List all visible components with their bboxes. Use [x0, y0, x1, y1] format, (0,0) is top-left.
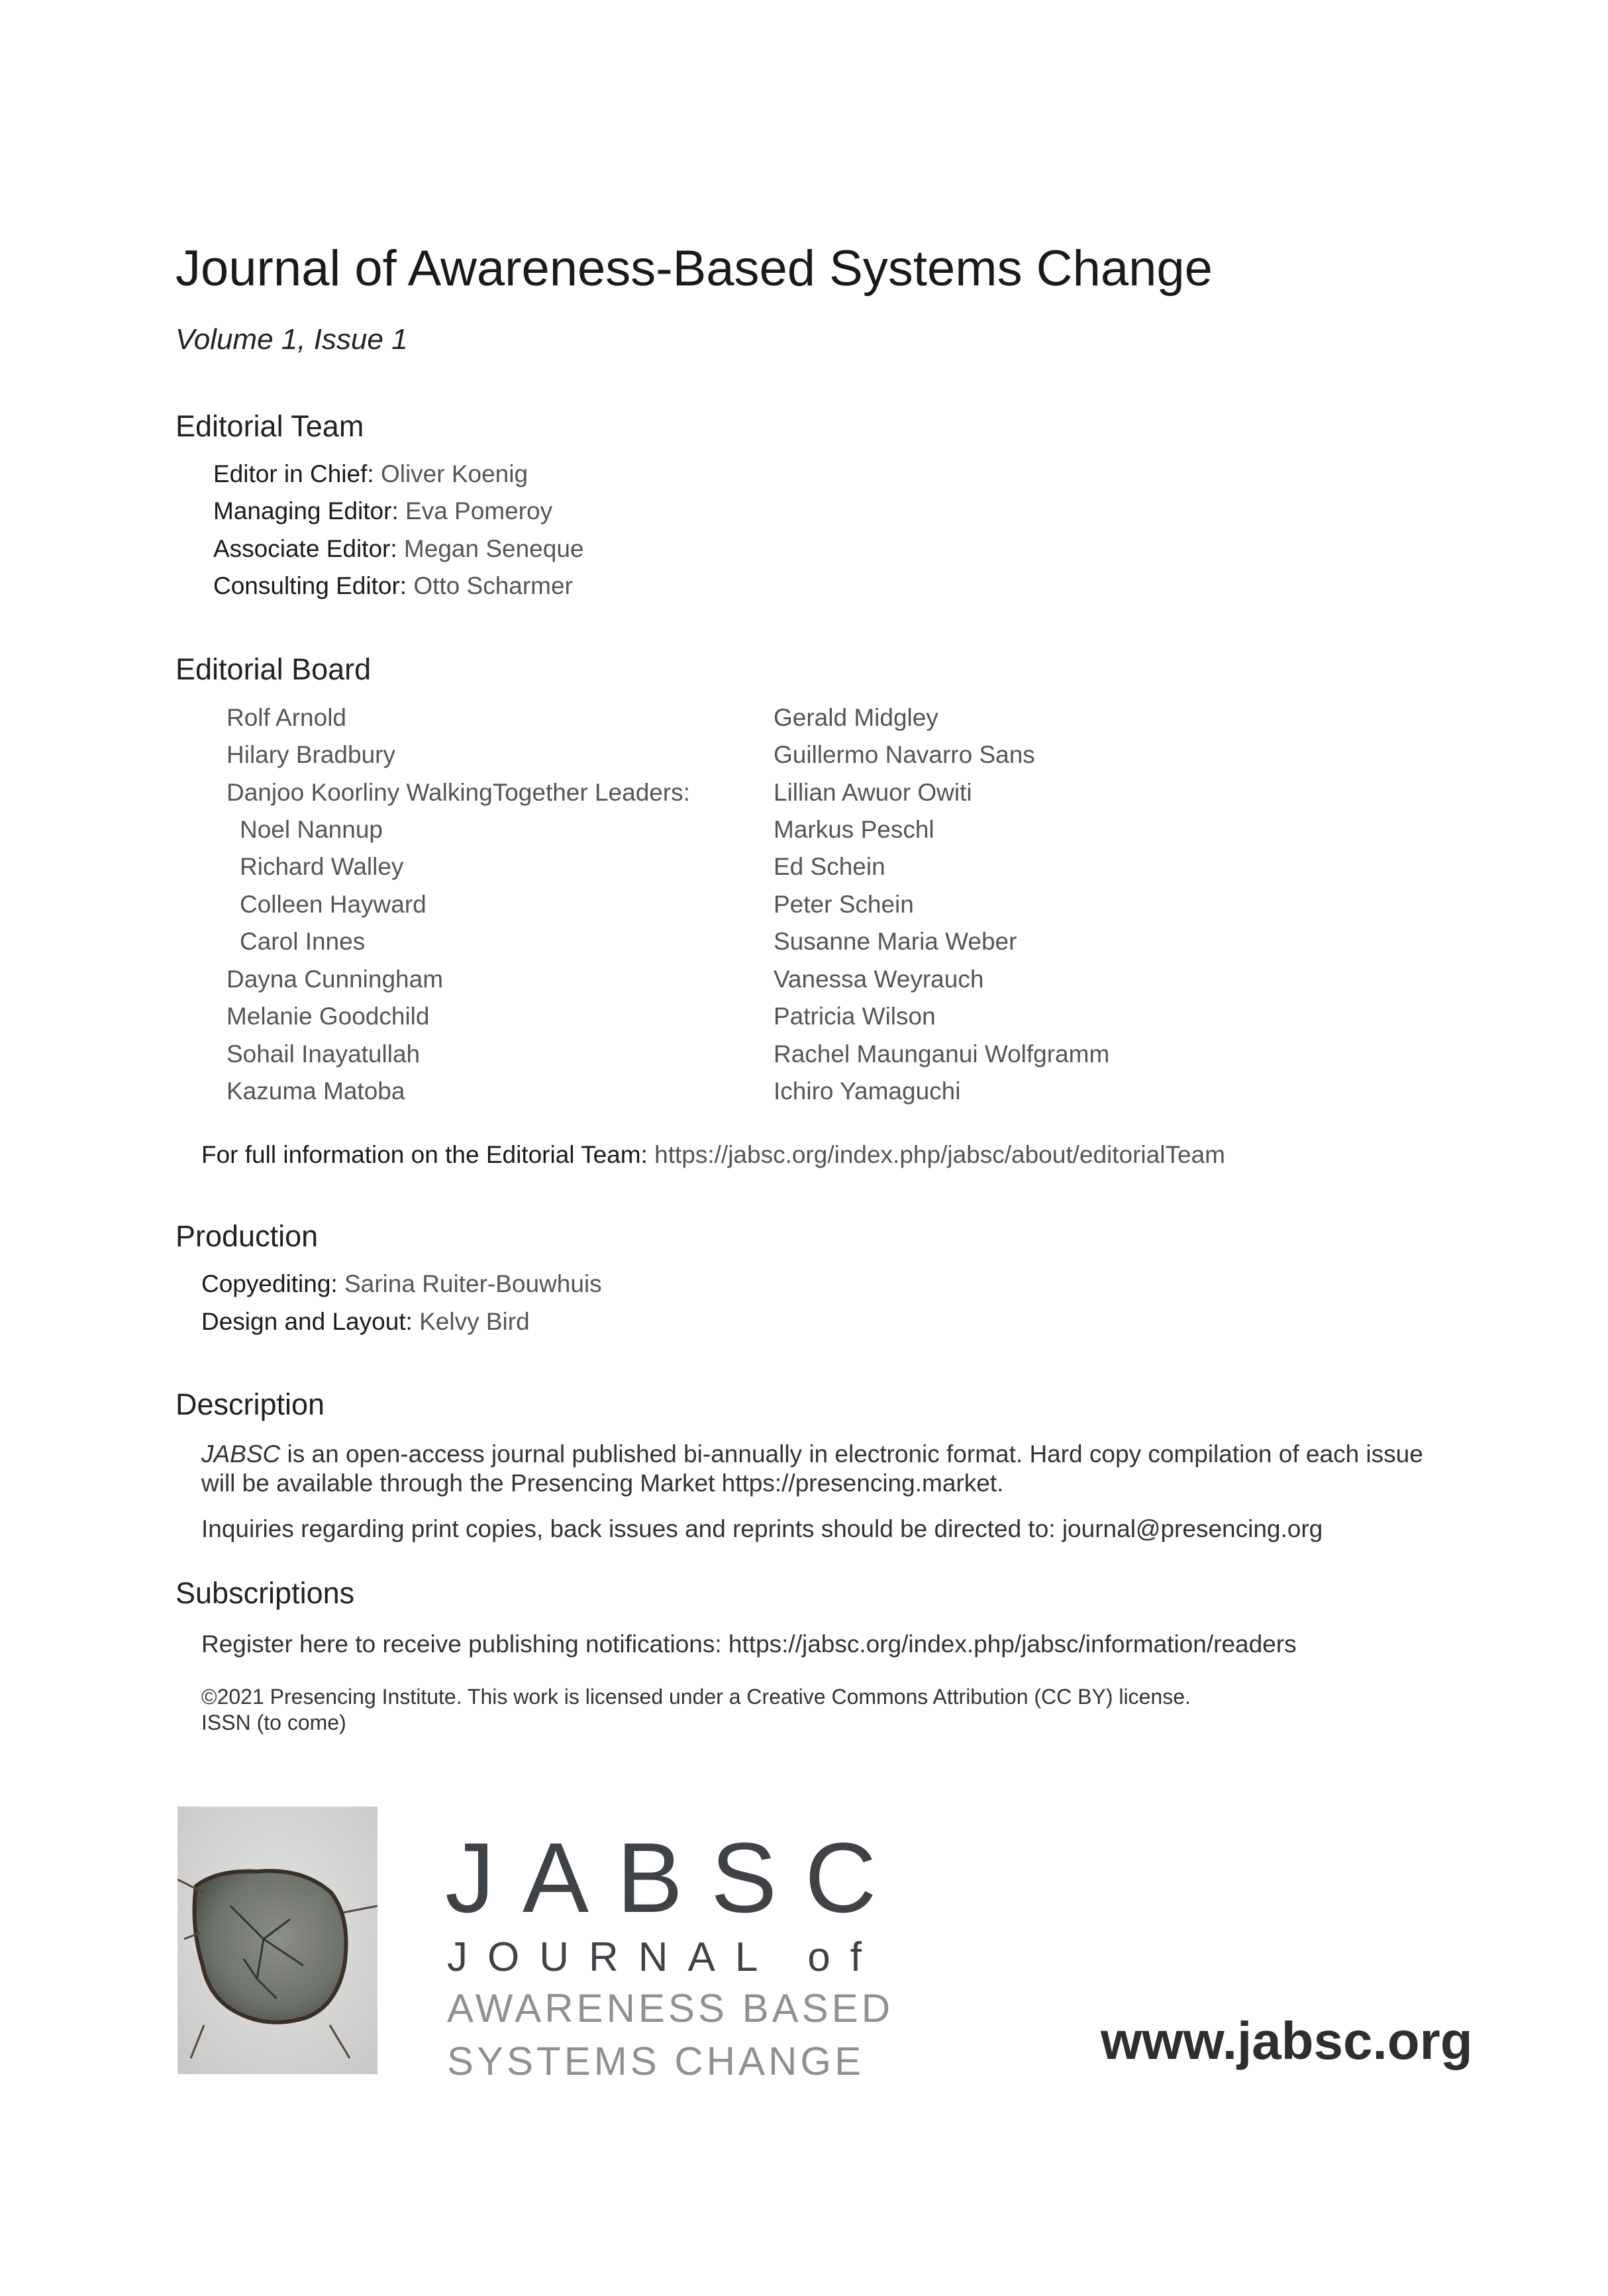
role-name: Otto Scharmer — [413, 572, 573, 599]
journal-title: Journal of Awareness-Based Systems Change — [176, 240, 1213, 297]
board-member: Rachel Maunganui Wolfgramm — [774, 1040, 1110, 1068]
logo-systems-line: SYSTEMS CHANGE — [447, 2039, 865, 2083]
role-associate-editor — [213, 534, 583, 564]
board-member: Colleen Hayward — [240, 891, 427, 918]
board-member: Noel Nannup — [240, 816, 383, 843]
board-member: Kazuma Matoba — [226, 1077, 405, 1105]
board-member: Gerald Midgley — [774, 704, 938, 731]
board-member: Patricia Wilson — [774, 1003, 936, 1030]
production-heading: Production — [176, 1219, 319, 1253]
role-design-layout — [201, 1307, 530, 1336]
board-member: Sohail Inayatullah — [226, 1040, 421, 1068]
board-member: Ichiro Yamaguchi — [774, 1077, 961, 1105]
role-managing-editor — [213, 497, 552, 526]
role-label: Editor in Chief: — [213, 460, 374, 487]
copyright-text: ©2021 Presencing Institute. This work is licensed under a Creative Commons Attribution (CC BY) license. — [201, 1685, 1191, 1709]
description-heading: Description — [176, 1387, 325, 1421]
board-member: Hilary Bradbury — [226, 741, 395, 768]
role-name: Kelvy Bird — [419, 1308, 530, 1335]
board-member: Vanessa Weyrauch — [774, 966, 984, 993]
role-consulting-editor — [213, 572, 573, 601]
board-member: Richard Walley — [240, 853, 404, 880]
editorial-board-heading: Editorial Board — [176, 652, 372, 686]
website-link[interactable]: www.jabsc.org — [1101, 2011, 1473, 2070]
role-name: Eva Pomeroy — [405, 497, 553, 524]
description-text — [201, 1440, 1440, 1498]
info-label: For full information on the Editorial Team: — [201, 1141, 648, 1168]
journal-abbrev: JABSC — [201, 1440, 281, 1468]
role-label: Copyediting: — [201, 1270, 338, 1297]
board-member: Guillermo Navarro Sans — [774, 741, 1035, 768]
board-member: Ed Schein — [774, 853, 885, 880]
board-member: Peter Schein — [774, 891, 914, 918]
board-member: Carol Innes — [240, 928, 366, 955]
issn-text: ISSN (to come) — [201, 1711, 346, 1734]
role-name: Megan Seneque — [403, 535, 584, 562]
board-member: Melanie Goodchild — [226, 1003, 430, 1030]
editorial-team-info — [201, 1140, 1225, 1170]
board-member: Lillian Awuor Owiti — [774, 779, 972, 806]
inquiries-text: Inquiries regarding print copies, back issues and reprints should be directed to: journal@presencing.org — [201, 1515, 1323, 1542]
board-member: Rolf Arnold — [226, 704, 346, 731]
role-label: Consulting Editor: — [213, 572, 407, 599]
register-text[interactable]: Register here to receive publishing notifications: https://jabsc.org/index.php/jabsc/information/readers — [201, 1630, 1297, 1658]
role-copyediting — [201, 1270, 602, 1299]
board-member: Dayna Cunningham — [226, 966, 444, 993]
editorial-team-heading: Editorial Team — [176, 409, 364, 443]
board-member: Markus Peschl — [774, 816, 934, 843]
description-body: is an open-access journal published bi-annually in electronic format. Hard copy compilation of each issue will be available through the Presencing Market https://presencing.market. — [201, 1440, 1423, 1497]
role-label: Design and Layout: — [201, 1308, 413, 1335]
board-member-group: Danjoo Koorliny WalkingTogether Leaders: — [226, 779, 690, 806]
volume-issue: Volume 1, Issue 1 — [176, 323, 408, 356]
logo-abbrev: JABSC — [445, 1822, 905, 1933]
role-name: Oliver Koenig — [380, 460, 528, 487]
role-label: Managing Editor: — [213, 497, 399, 524]
editorial-team-link[interactable]: https://jabsc.org/index.php/jabsc/about/editorialTeam — [654, 1141, 1225, 1168]
subscriptions-heading: Subscriptions — [176, 1576, 355, 1610]
board-member: Susanne Maria Weber — [774, 928, 1017, 955]
role-editor-in-chief — [213, 460, 528, 489]
role-name: Sarina Ruiter-Bouwhuis — [344, 1270, 602, 1297]
role-label: Associate Editor: — [213, 535, 397, 562]
logo-awareness-line: AWARENESS BASED — [447, 1986, 894, 2030]
cover-photo — [177, 1807, 377, 2074]
logo-journal-line: JOURNAL of — [447, 1934, 882, 1980]
